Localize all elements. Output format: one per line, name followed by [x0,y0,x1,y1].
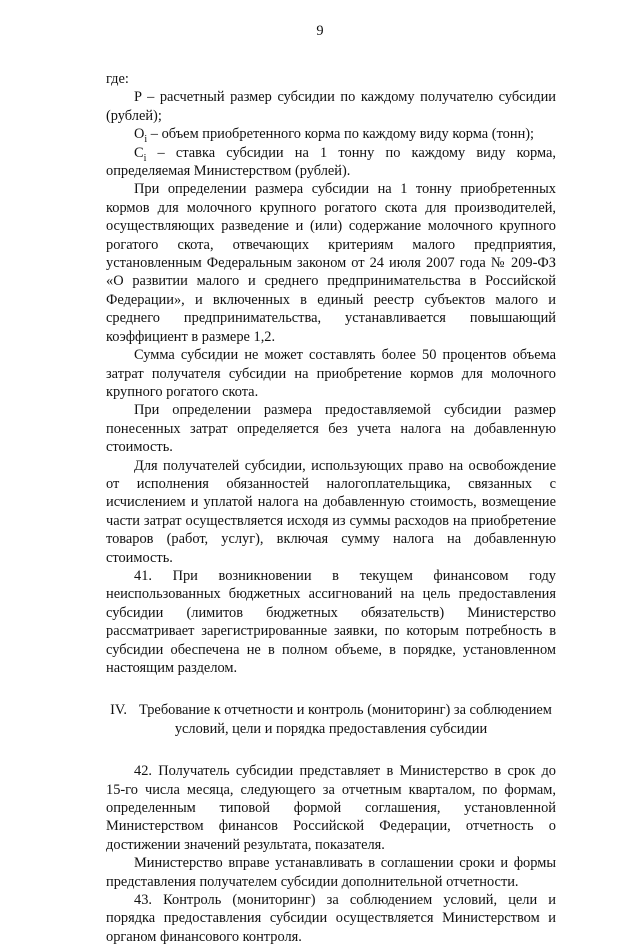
page-number: 9 [316,23,324,39]
section-title-line2: условий, цели и порядка предоставления субсидии [174,720,488,737]
paragraph-41: 41. При возникновении в текущем финансовом году неиспользованных бюджетных ассигнований на цель предоставления субсидии (лимитов бюджетных обязательств) Министерство рассматривает зарегистрированные заявки, по которым потребность в субсидии обеспечена не в полном объеме, в порядке, установленном настоящим разделом. [106,567,556,676]
paragraph-formula-c: $C_i$ – ставка субсидии на 1 тонну по каждому виду корма, определяемая Министерством (рублей). [106,144,556,180]
paragraph-42: 42. Получатель субсидии представляет в Министерство в срок до 15-го числа месяца, следующего за отчетным кварталом, по формам, определенным типовой формой соглашения, установленной Министерством финансов Российской Федерации, отчетность о достижении значений результата, показателя. [106,763,556,853]
paragraph: Сумма субсидии не может составлять более 50 процентов объема затрат получателя субсидии на приобретение кормов для молочного крупного рогатого скота. [106,347,556,400]
paragraph: Для получателей субсидии, использующих право на освобождение от исполнения обязанностей налогоплательщика, связанных с исчислением и уплатой налога на добавленную стоимость, возмещение части затрат осуществляется исходя из суммы расходов на приобретение товаров (работ, услуг), включая сумму налога на добавленную стоимость. [106,457,556,566]
paragraph: Министерство вправе устанавливать в соглашении сроки и формы представления получателем субсидии дополнительной отчетности. [106,855,556,890]
text-block-2 [106,762,556,946]
page-content [106,70,556,946]
subscript: i [144,134,148,146]
paragraph: где: [106,71,129,87]
paragraph: При определении размера предоставляемой субсидии размер понесенных затрат определяется без учета налога на добавленную стоимость. [106,402,556,456]
section-title-line1: Требование к отчетности и контроль (мониторинг) за соблюдением [139,702,552,719]
paragraph: При определении размера субсидии на 1 тонну приобретенных кормов для молочного крупного рогатого скота для производителей, осуществляющих разведение и (или) содержание молочного крупного рогатого скота, отвечающих критериям малого предприятия, установленным Федеральным законом от 24 июля 2007 года № 209-ФЗ «О развитии малого и среднего предпринимательства в Российской Федерации», и включенных в единый реестр субъектов малого и среднего предпринимательства, устанавливается повышающий коэффициент в размере 1,2. [106,181,556,345]
paragraph-43: 43. Контроль (мониторинг) за соблюдением условий, цели и порядка предоставления субсидии осуществляется Министерством и органом финансового контроля. [106,892,556,945]
text-block-1 [106,70,556,677]
section-number: IV. [110,702,127,719]
paragraph-formula-o: $O_i$ – объем приобретенного корма по каждому виду корма (тонн); [134,126,535,146]
paragraph-formula-p: P – расчетный размер субсидии по каждому получателю субсидии (рублей); [106,89,556,124]
section-heading [106,701,556,738]
subscript: i [143,152,147,164]
